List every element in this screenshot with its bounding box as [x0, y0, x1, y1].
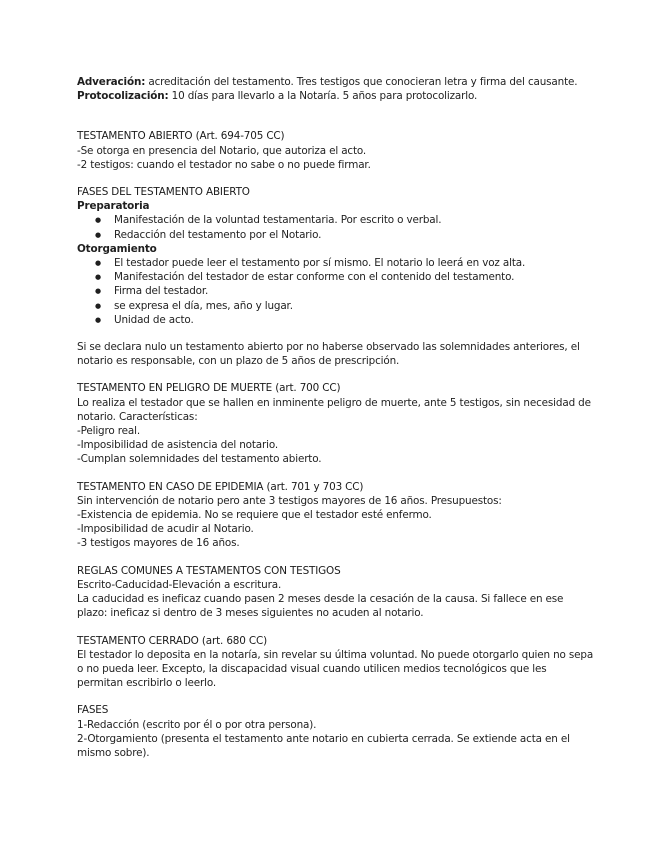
list-item: ● Unidad de acto. — [114, 313, 595, 327]
peligro-line-2: -Imposibilidad de asistencia del notario. — [77, 439, 279, 452]
abierto-title: TESTAMENTO ABIERTO (Art. 694-705 CC) — [77, 130, 285, 143]
list-item: ● Manifestación del testador de estar conforme con el contenido del testamento. — [114, 270, 595, 284]
list-item: ● se expresa el día, mes, año y lugar. — [114, 299, 595, 313]
reglas-line-2: La caducidad es ineficaz cuando pasen 2 meses desde la cesación de la causa. Si fallece en ese plazo: ineficaz si dentro de 3 meses siguientes no acuden al notario. — [77, 593, 564, 620]
abierto-line-2: -2 testigos: cuando el testador no sabe o no puede firmar. — [77, 158, 371, 171]
protocolizacion-text: 10 días para llevarlo a la Notaría. 5 años para protocolizarlo. — [168, 90, 478, 103]
epidemia-line-3: -3 testigos mayores de 16 años. — [77, 537, 240, 550]
fases-line-2: 2-Otorgamiento (presenta el testamento ante notario en cubierta cerrada. Se extiende acta en el mismo sobre). — [77, 732, 570, 759]
adveracion-text: acreditación del testamento. Tres testigos que conocieran letra y firma del causante. — [145, 76, 578, 88]
cerrado-title: TESTAMENTO CERRADO (art. 680 CC) — [77, 634, 267, 647]
adveracion-paragraph — [77, 75, 595, 89]
preparatoria-list — [77, 213, 595, 241]
fases-line-1: 1-Redacción (escrito por él o por otra persona). — [77, 718, 317, 731]
list-item: ● Redacción del testamento por el Notario. — [114, 228, 595, 242]
list-item: ● Firma del testador. — [114, 284, 595, 298]
protocolizacion-paragraph — [77, 89, 595, 103]
epidemia-line-1: -Existencia de epidemia. No se requiere que el testador esté enfermo. — [77, 509, 432, 522]
fases-title: FASES — [77, 704, 109, 717]
peligro-line-1: -Peligro real. — [77, 425, 141, 438]
otorgamiento-label: Otorgamiento — [77, 242, 157, 255]
peligro-line-3: -Cumplan solemnidades del testamento abierto. — [77, 453, 322, 466]
list-item: ● Manifestación de la voluntad testamentaria. Por escrito o verbal. — [114, 213, 595, 227]
fases-abierto-title: FASES DEL TESTAMENTO ABIERTO — [77, 186, 250, 199]
peligro-intro: Lo realiza el testador que se hallen en inminente peligro de muerte, ante 5 testigos, sin necesidad de notario. Características: — [77, 396, 591, 423]
protocolizacion-label: Protocolización: — [77, 90, 169, 103]
preparatoria-label: Preparatoria — [77, 200, 150, 213]
peligro-title: TESTAMENTO EN PELIGRO DE MUERTE (art. 700 CC) — [77, 382, 341, 395]
epidemia-intro: Sin intervención de notario pero ante 3 testigos mayores de 16 años. Presupuestos: — [77, 494, 502, 507]
epidemia-title: TESTAMENTO EN CASO DE EPIDEMIA (art. 701 y 703 CC) — [77, 480, 364, 493]
reglas-title: REGLAS COMUNES A TESTAMENTOS CON TESTIGOS — [77, 564, 341, 577]
epidemia-line-2: -Imposibilidad de acudir al Notario. — [77, 523, 254, 536]
reglas-line-1: Escrito-Caducidad-Elevación a escritura. — [77, 578, 282, 591]
cerrado-text: El testador lo deposita en la notaría, sin revelar su última voluntad. No puede otorgarlo quien no sepa o no pueda leer. Excepto, la discapacidad visual cuando utilicen medios tecnológicos que les permitan escribirlo o leerlo. — [77, 648, 594, 690]
abierto-line-1: -Se otorga en presencia del Notario, que autoriza el acto. — [77, 144, 367, 157]
adveracion-label: Adveración: — [77, 76, 146, 88]
otorgamiento-list — [77, 256, 595, 327]
nulidad-paragraph: Si se declara nulo un testamento abierto por no haberse observado las solemnidades anteriores, el notario es responsable, con un plazo de 5 años de prescripción. — [77, 341, 580, 368]
list-item: ● El testador puede leer el testamento por sí mismo. El notario lo leerá en voz alta. — [114, 256, 595, 270]
